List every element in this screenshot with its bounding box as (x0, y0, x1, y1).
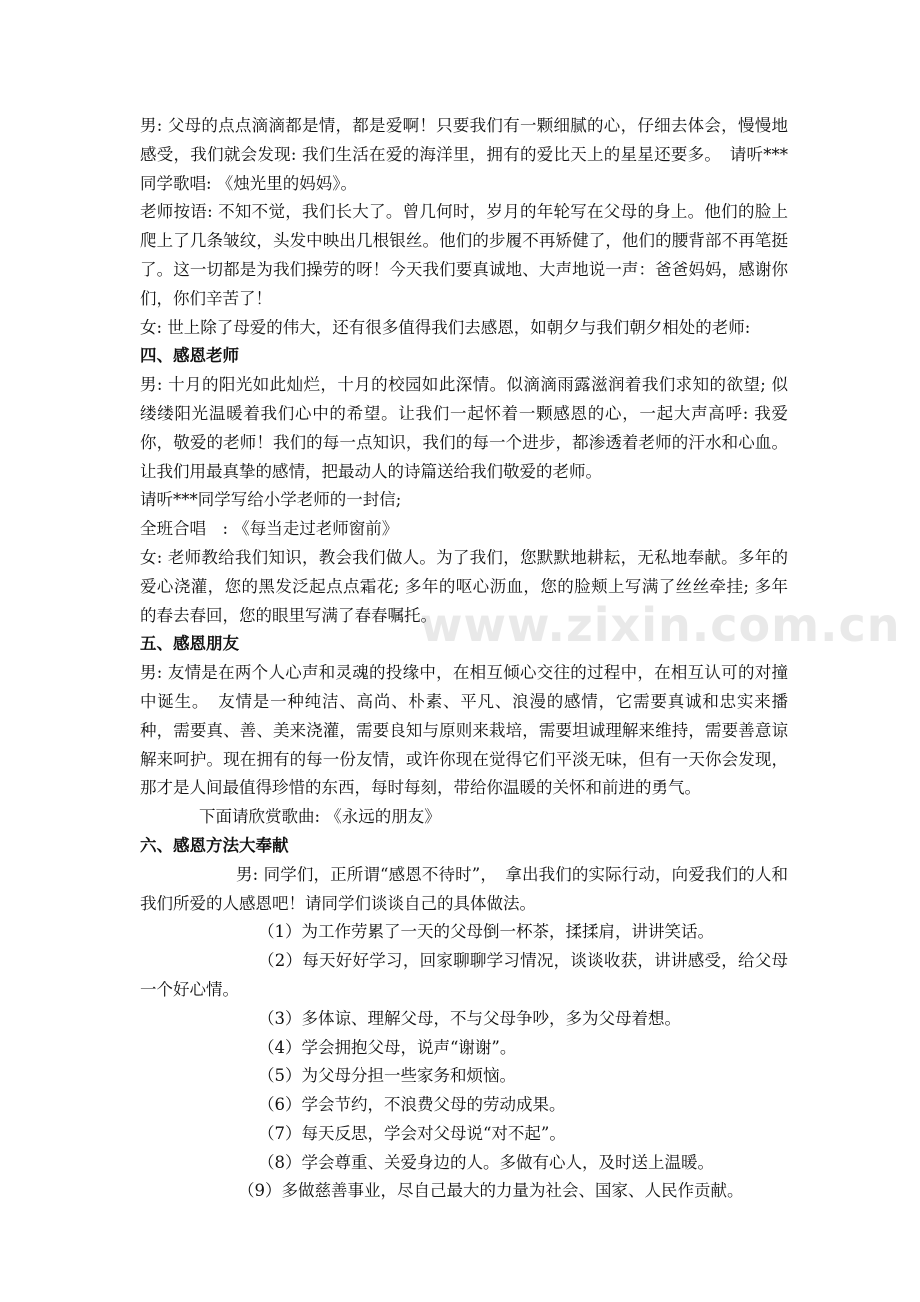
list-item: （3）多体谅、理解父母，不与父母争吵，多为父母着想。 (258, 1008, 681, 1028)
section-heading-thank-friends: 五、感恩朋友 (140, 634, 239, 654)
paragraph-male-friendship: 男: 友情是在两个人心声和灵魂的投缘中，在相互倾心交往的过程中，在相互认可的对撞中诞生。 友情是一种纯洁、高尚、朴素、平凡、浪漫的感情，它需要真诚和忠实来播种，需要真、善、美来浇灌，需要良知与原则来栽培，需要坦诚理解来维持，需要善意谅解来呵护。现在拥有的每一份友情，或许你现在觉得它们平淡无味，但有一天你会发现，那才是人间最值得珍惜的东西，每时每刻，带给你温暖的关怀和前进的勇气。 (140, 663, 788, 798)
document-page (140, 112, 788, 1206)
list-item: （9）多做慈善事业，尽自己最大的力量为社会、国家、人民作贡献。 (238, 1181, 744, 1201)
paragraph-letter-invite: 请听***同学写给小学老师的一封信; (140, 490, 402, 510)
section-heading-thank-teachers: 四、感恩老师 (140, 346, 239, 366)
paragraph-female-teachers: 女: 老师教给我们知识，教会我们做人。为了我们，您默默地耕耘，无私地奉献。多年的爱心浇灌，您的黑发泛起点点霜花; 多年的呕心沥血，您的脸颊上写满了丝丝牵挂; 多年的春去春回，您的眼里写满了春春嘱托。 (140, 547, 788, 625)
paragraph-male-parents-love: 男: 父母的点点滴滴都是情，都是爱啊！只要我们有一颗细腻的心，仔细去体会，慢慢地感受，我们就会发现: 我们生活在爱的海洋里，拥有的爱比天上的星星还要多。 请听***同学歌唱: 《烛光里的妈妈》。 (140, 116, 788, 193)
list-item: （7）每天反思，学会对父母说“对不起”。 (258, 1123, 566, 1143)
paragraph-male-action: 男: 同学们，正所谓“感恩不待时”， 拿出我们的实际行动，向爱我们的人和我们所爱的人感恩吧！请同学们谈谈自己的具体做法。 (140, 864, 788, 913)
paragraph-teacher-comment: 老师按语: 不知不觉，我们长大了。曾几何时，岁月的年轮写在父母的身上。他们的脸上爬上了几条皱纹，头发中映出几根银丝。他们的步履不再矫健了，他们的腰背部不再笔挺了。这一切都是为我们操劳的呀！今天我们要真诚地、大声地说一声：爸爸妈妈，感谢你们，你们辛苦了！ (140, 202, 788, 308)
paragraph-female-transition: 女: 世上除了母爱的伟大，还有很多值得我们去感恩，如朝夕与我们朝夕相处的老师: (140, 317, 751, 337)
list-item: （2）每天好好学习，回家聊聊学习情况，谈谈收获，讲讲感受，给父母一个好心情。 (140, 951, 788, 999)
list-item: （5）为父母分担一些家务和烦恼。 (258, 1066, 516, 1086)
list-item: （8）学会尊重、关爱身边的人。多做有心人，及时送上温暖。 (258, 1152, 714, 1172)
paragraph-song-invite: 下面请欣赏歌曲: 《永远的朋友》 (199, 807, 441, 827)
paragraph-class-chorus: 全班合唱 : 《每当走过老师窗前》 (140, 519, 399, 539)
watermark: www.zixin.com.cn (420, 598, 901, 652)
paragraph-male-teachers: 男: 十月的阳光如此灿烂，十月的校园如此深情。似滴滴雨露滋润着我们求知的欲望; 似缕缕阳光温暖着我们心中的希望。让我们一起怀着一颗感恩的心，一起大声高呼: 我爱你，敬爱的老师！我们的每一点知识，我们的每一个进步，都渗透着老师的汗水和心血。让我们用最真挚的感情，把最动人的诗篇送给我们敬爱的老师。 (140, 375, 788, 481)
list-item: （1）为工作劳累了一天的父母倒一杯茶，揉揉肩，讲讲笑话。 (258, 922, 714, 942)
list-item: （6）学会节约，不浪费父母的劳动成果。 (258, 1095, 566, 1115)
list-item: （4）学会拥抱父母，说声“谢谢”。 (258, 1037, 517, 1057)
section-heading-gratitude-methods: 六、感恩方法大奉献 (140, 835, 289, 855)
